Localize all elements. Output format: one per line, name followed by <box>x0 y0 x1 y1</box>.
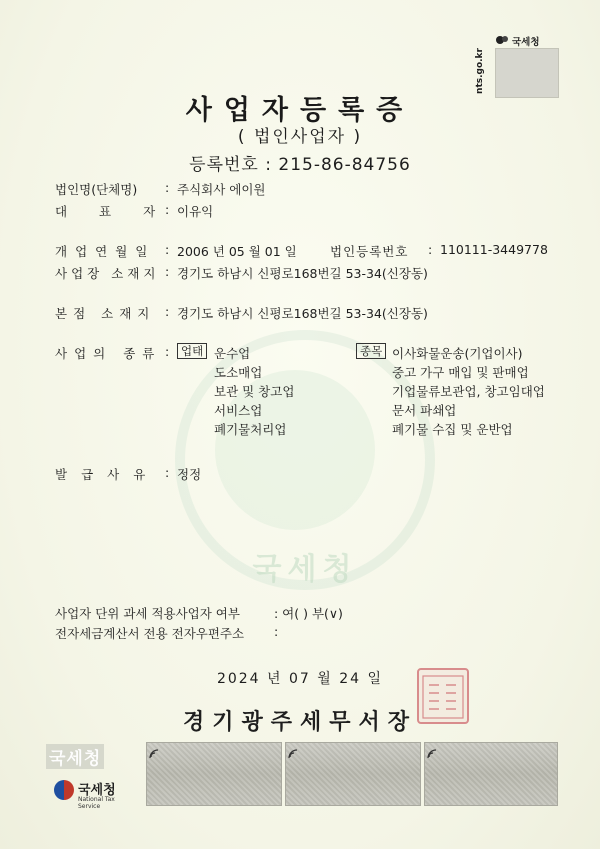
watermark-text: 국세청 <box>252 552 358 587</box>
colon: : <box>165 465 170 480</box>
business-type-item: 폐기물처리업 <box>214 422 287 437</box>
rep-value: 이유익 <box>177 204 214 219</box>
agency-badge: 국세청 <box>512 37 540 48</box>
business-type-item: 운수업 <box>214 346 251 361</box>
colon: : <box>165 242 170 257</box>
unit-tax-label: 사업자 단위 과세 적용사업자 여부 <box>55 606 240 621</box>
email-value: : <box>274 624 279 639</box>
colon: : <box>165 264 170 279</box>
colon: : <box>165 202 170 217</box>
corp-reg-value: 110111-3449778 <box>440 242 548 257</box>
unit-tax-value: : 여( ) 부(∨) <box>274 606 343 621</box>
business-type-item: 도소매업 <box>214 365 263 380</box>
security-strip-panel <box>424 742 558 806</box>
business-type-item: 보관 및 창고업 <box>214 384 295 399</box>
reason-label: 발급사유 <box>55 467 160 482</box>
corp-name-label: 법인명(단체명) <box>55 182 138 197</box>
logo-english: National Tax Service <box>78 796 115 810</box>
rep-label: 대 표 자 <box>55 204 159 219</box>
reason-value: 정정 <box>177 467 202 482</box>
colon: : <box>165 304 170 319</box>
logo-ghost-text: 국세청 <box>46 744 104 769</box>
business-type-tag: 업태 <box>177 343 210 359</box>
colon: : <box>165 180 170 195</box>
signal-icon <box>287 748 301 760</box>
corp-name-value: 주식회사 에이원 <box>177 182 266 197</box>
nts-logo <box>46 744 130 808</box>
taegeuk-icon <box>54 780 74 800</box>
open-date-label: 개업연월일 <box>55 244 156 259</box>
business-type-item: 서비스업 <box>214 403 263 418</box>
document-subtitle: ( 법인사업자 ) <box>237 127 363 147</box>
registration-value: 215-86-84756 <box>278 155 411 175</box>
colon: : <box>428 242 433 257</box>
site-value: 경기도 하남시 신평로168번길 53-34(신장동) <box>177 266 428 281</box>
business-item-tag: 종목 <box>356 343 389 359</box>
registration-label: 등록번호 : <box>189 155 272 175</box>
nts-mascot-icon <box>495 35 509 45</box>
business-item: 이사화물운송(기업이사) <box>392 346 523 361</box>
logo-name: 국세청 <box>78 783 116 798</box>
email-label: 전자세금계산서 전용 전자우편주소 <box>55 626 245 641</box>
hq-label: 본점 소재지 <box>55 306 156 321</box>
business-item: 중고 가구 매입 및 판매업 <box>392 365 529 380</box>
registration-number <box>0 150 600 175</box>
business-item: 기업물류보관업, 창고임대업 <box>392 384 545 399</box>
colon: : <box>165 344 170 359</box>
signal-icon <box>148 748 162 760</box>
official-seal <box>417 668 469 724</box>
issue-date: 2024 년 07 월 24 일 <box>216 671 384 687</box>
issuing-office: 경기광주세무서장 <box>182 710 418 735</box>
hq-value: 경기도 하남시 신평로168번길 53-34(신장동) <box>177 306 428 321</box>
site-label: 사업장 소재지 <box>55 266 160 281</box>
business-item: 문서 파쇄업 <box>392 403 457 418</box>
signal-icon <box>426 748 440 760</box>
security-strip-panel <box>146 742 282 806</box>
security-strip-panel <box>285 742 421 806</box>
business-item: 폐기물 수집 및 운반업 <box>392 422 513 437</box>
agency-url: nts.go.kr <box>475 48 485 94</box>
corp-reg-label: 법인등록번호 <box>330 244 409 259</box>
document-title: 사업자등록증 <box>185 95 415 126</box>
open-date-value: 2006 년 05 월 01 일 <box>177 244 297 259</box>
business-label: 사업의 종류 <box>55 346 162 361</box>
